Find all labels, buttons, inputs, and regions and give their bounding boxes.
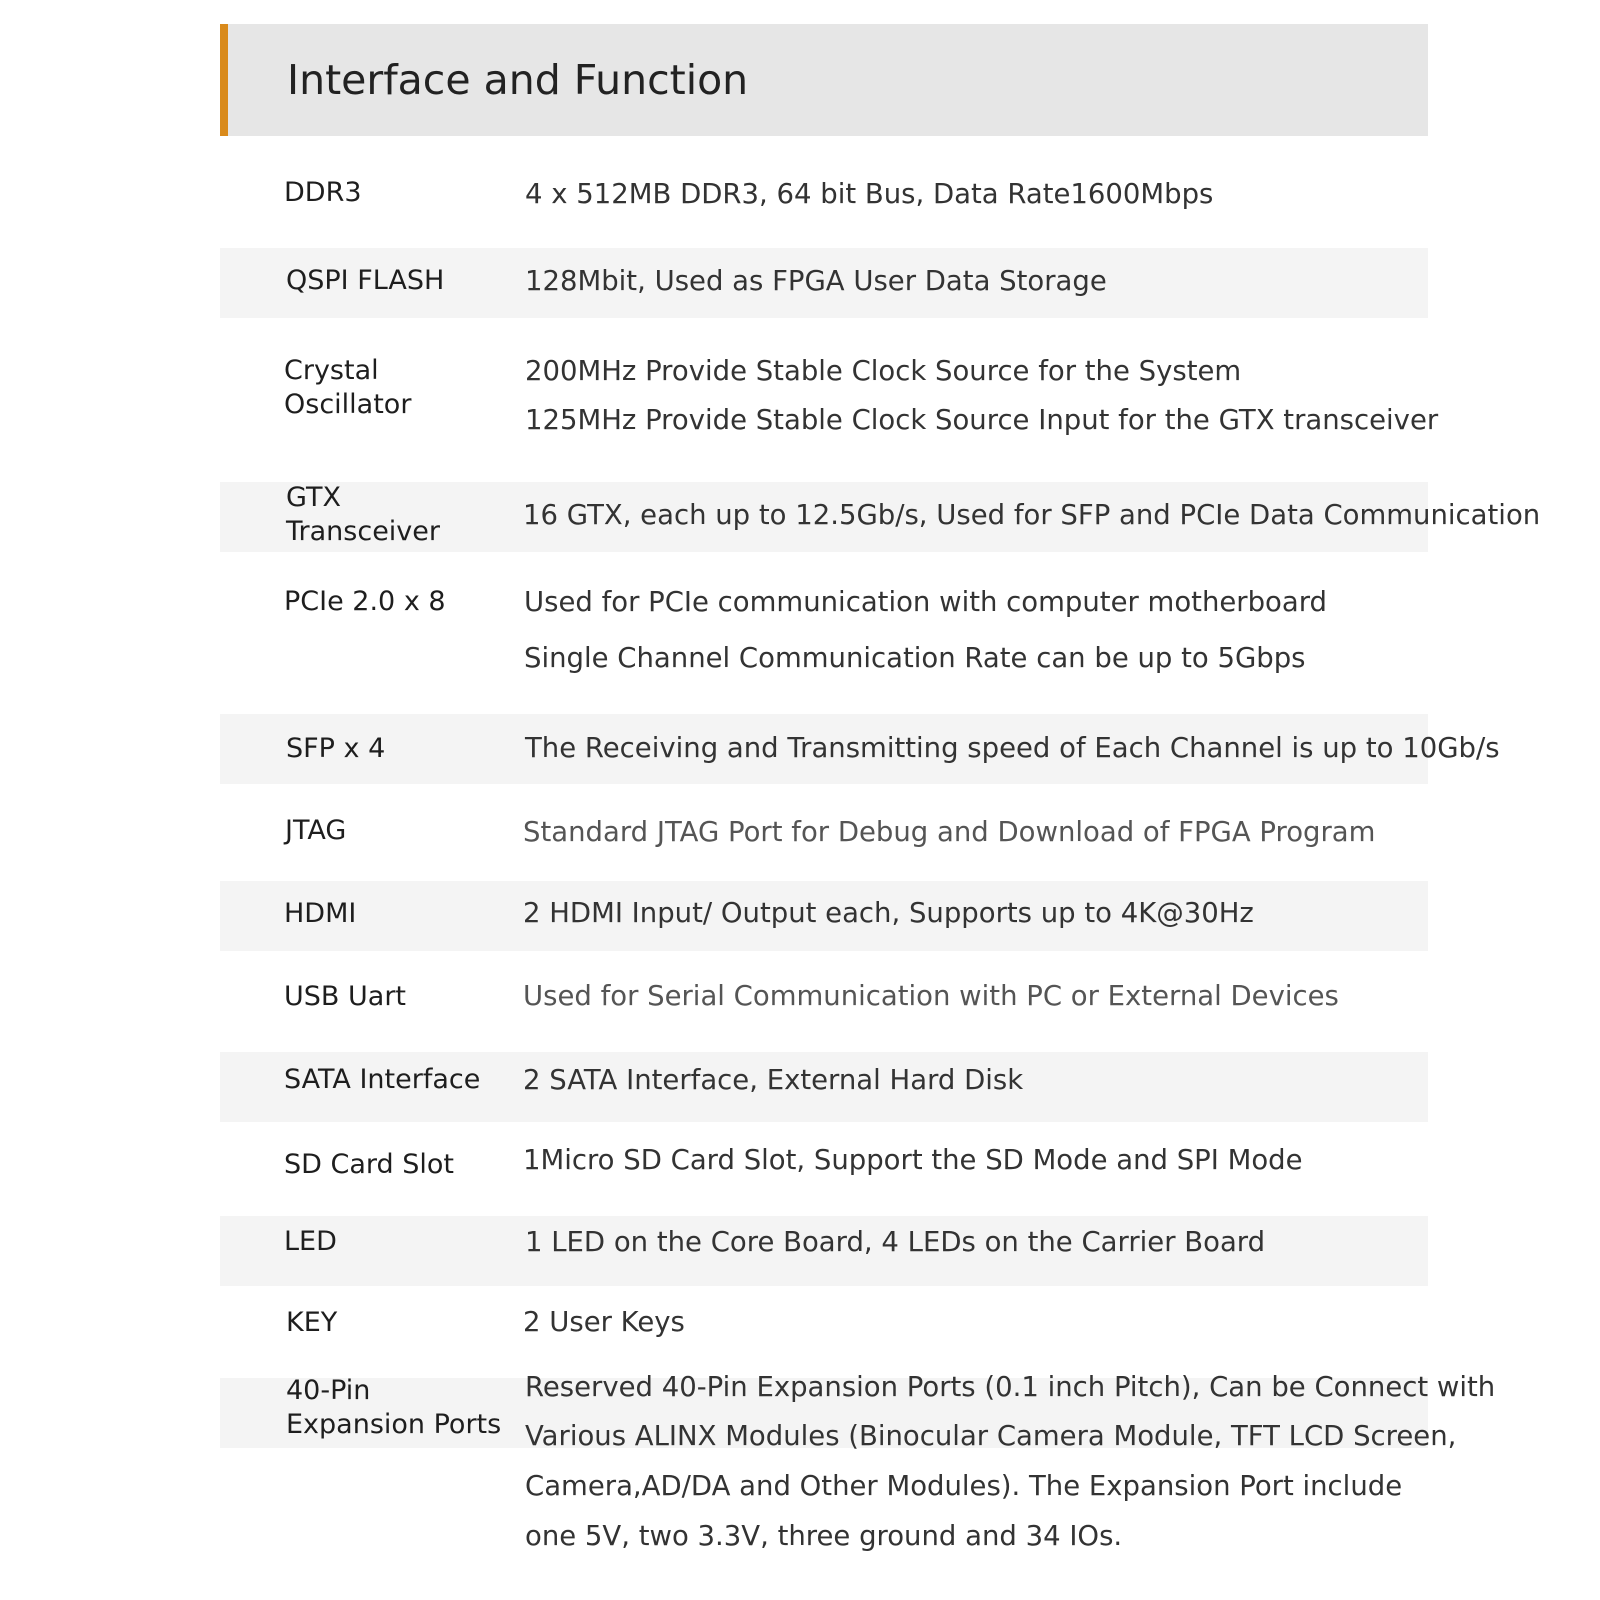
row-desc-expansion-line1: Reserved 40-Pin Expansion Ports (0.1 inch Pitch), Can be Connect with — [525, 1371, 1496, 1403]
row-desc-crystal-oscillator-line1: 200MHz Provide Stable Clock Source for the System — [525, 355, 1242, 387]
row-label-sata: SATA Interface — [284, 1064, 481, 1095]
row-desc-qspi-flash: 128Mbit, Used as FPGA User Data Storage — [525, 265, 1107, 297]
row-desc-expansion-line3: Camera,AD/DA and Other Modules). The Expansion Port include — [525, 1470, 1403, 1502]
page-title: Interface and Function — [287, 56, 749, 104]
row-desc-sfp: The Receiving and Transmitting speed of Each Channel is up to 10Gb/s — [525, 732, 1500, 764]
row-desc-sata: 2 SATA Interface, External Hard Disk — [523, 1064, 1024, 1096]
row-desc-gtx-transceiver: 16 GTX, each up to 12.5Gb/s, Used for SFP and PCIe Data Communication — [523, 499, 1541, 531]
row-label-qspi-flash: QSPI FLASH — [286, 265, 445, 296]
row-label-usb-uart: USB Uart — [284, 981, 407, 1012]
row-desc-ddr3: 4 x 512MB DDR3, 64 bit Bus, Data Rate1600Mbps — [525, 178, 1214, 210]
row-desc-pcie-line2: Single Channel Communication Rate can be up to 5Gbps — [524, 642, 1306, 674]
row-label-hdmi: HDMI — [284, 898, 357, 929]
row-label-pcie: PCIe 2.0 x 8 — [284, 586, 446, 617]
row-label-gtx-line2: Transceiver — [286, 516, 440, 547]
row-label-expansion-line2: Expansion Ports — [286, 1409, 502, 1440]
row-label-sd-card-slot: SD Card Slot — [284, 1149, 455, 1180]
section-header — [220, 24, 1428, 136]
header-accent-bar — [220, 24, 228, 136]
row-desc-led: 1 LED on the Core Board, 4 LEDs on the Carrier Board — [525, 1226, 1266, 1258]
row-label-led: LED — [284, 1226, 337, 1257]
row-desc-hdmi: 2 HDMI Input/ Output each, Supports up to 4K@30Hz — [523, 897, 1254, 929]
row-desc-expansion-line2: Various ALINX Modules (Binocular Camera Module, TFT LCD Screen, — [525, 1420, 1457, 1452]
row-label-key: KEY — [286, 1307, 338, 1338]
row-desc-key: 2 User Keys — [523, 1306, 685, 1338]
row-label-crystal-oscillator-line2: Oscillator — [284, 389, 412, 420]
row-label-ddr3: DDR3 — [284, 177, 362, 208]
row-desc-pcie-line1: Used for PCIe communication with computer motherboard — [524, 586, 1328, 618]
row-desc-jtag: Standard JTAG Port for Debug and Download of FPGA Program — [523, 816, 1376, 848]
row-label-crystal-oscillator-line1: Crystal — [284, 355, 379, 386]
row-label-gtx-line1: GTX — [286, 482, 341, 513]
row-desc-usb-uart: Used for Serial Communication with PC or External Devices — [523, 980, 1339, 1012]
row-label-sfp: SFP x 4 — [286, 733, 386, 764]
row-desc-expansion-line4: one 5V, two 3.3V, three ground and 34 IOs. — [525, 1520, 1123, 1552]
row-label-expansion-line1: 40-Pin — [286, 1375, 371, 1406]
row-label-jtag: JTAG — [285, 815, 347, 846]
row-desc-crystal-oscillator-line2: 125MHz Provide Stable Clock Source Input for the GTX transceiver — [525, 404, 1439, 436]
row-desc-sd-card-slot: 1Micro SD Card Slot, Support the SD Mode and SPI Mode — [523, 1144, 1303, 1176]
